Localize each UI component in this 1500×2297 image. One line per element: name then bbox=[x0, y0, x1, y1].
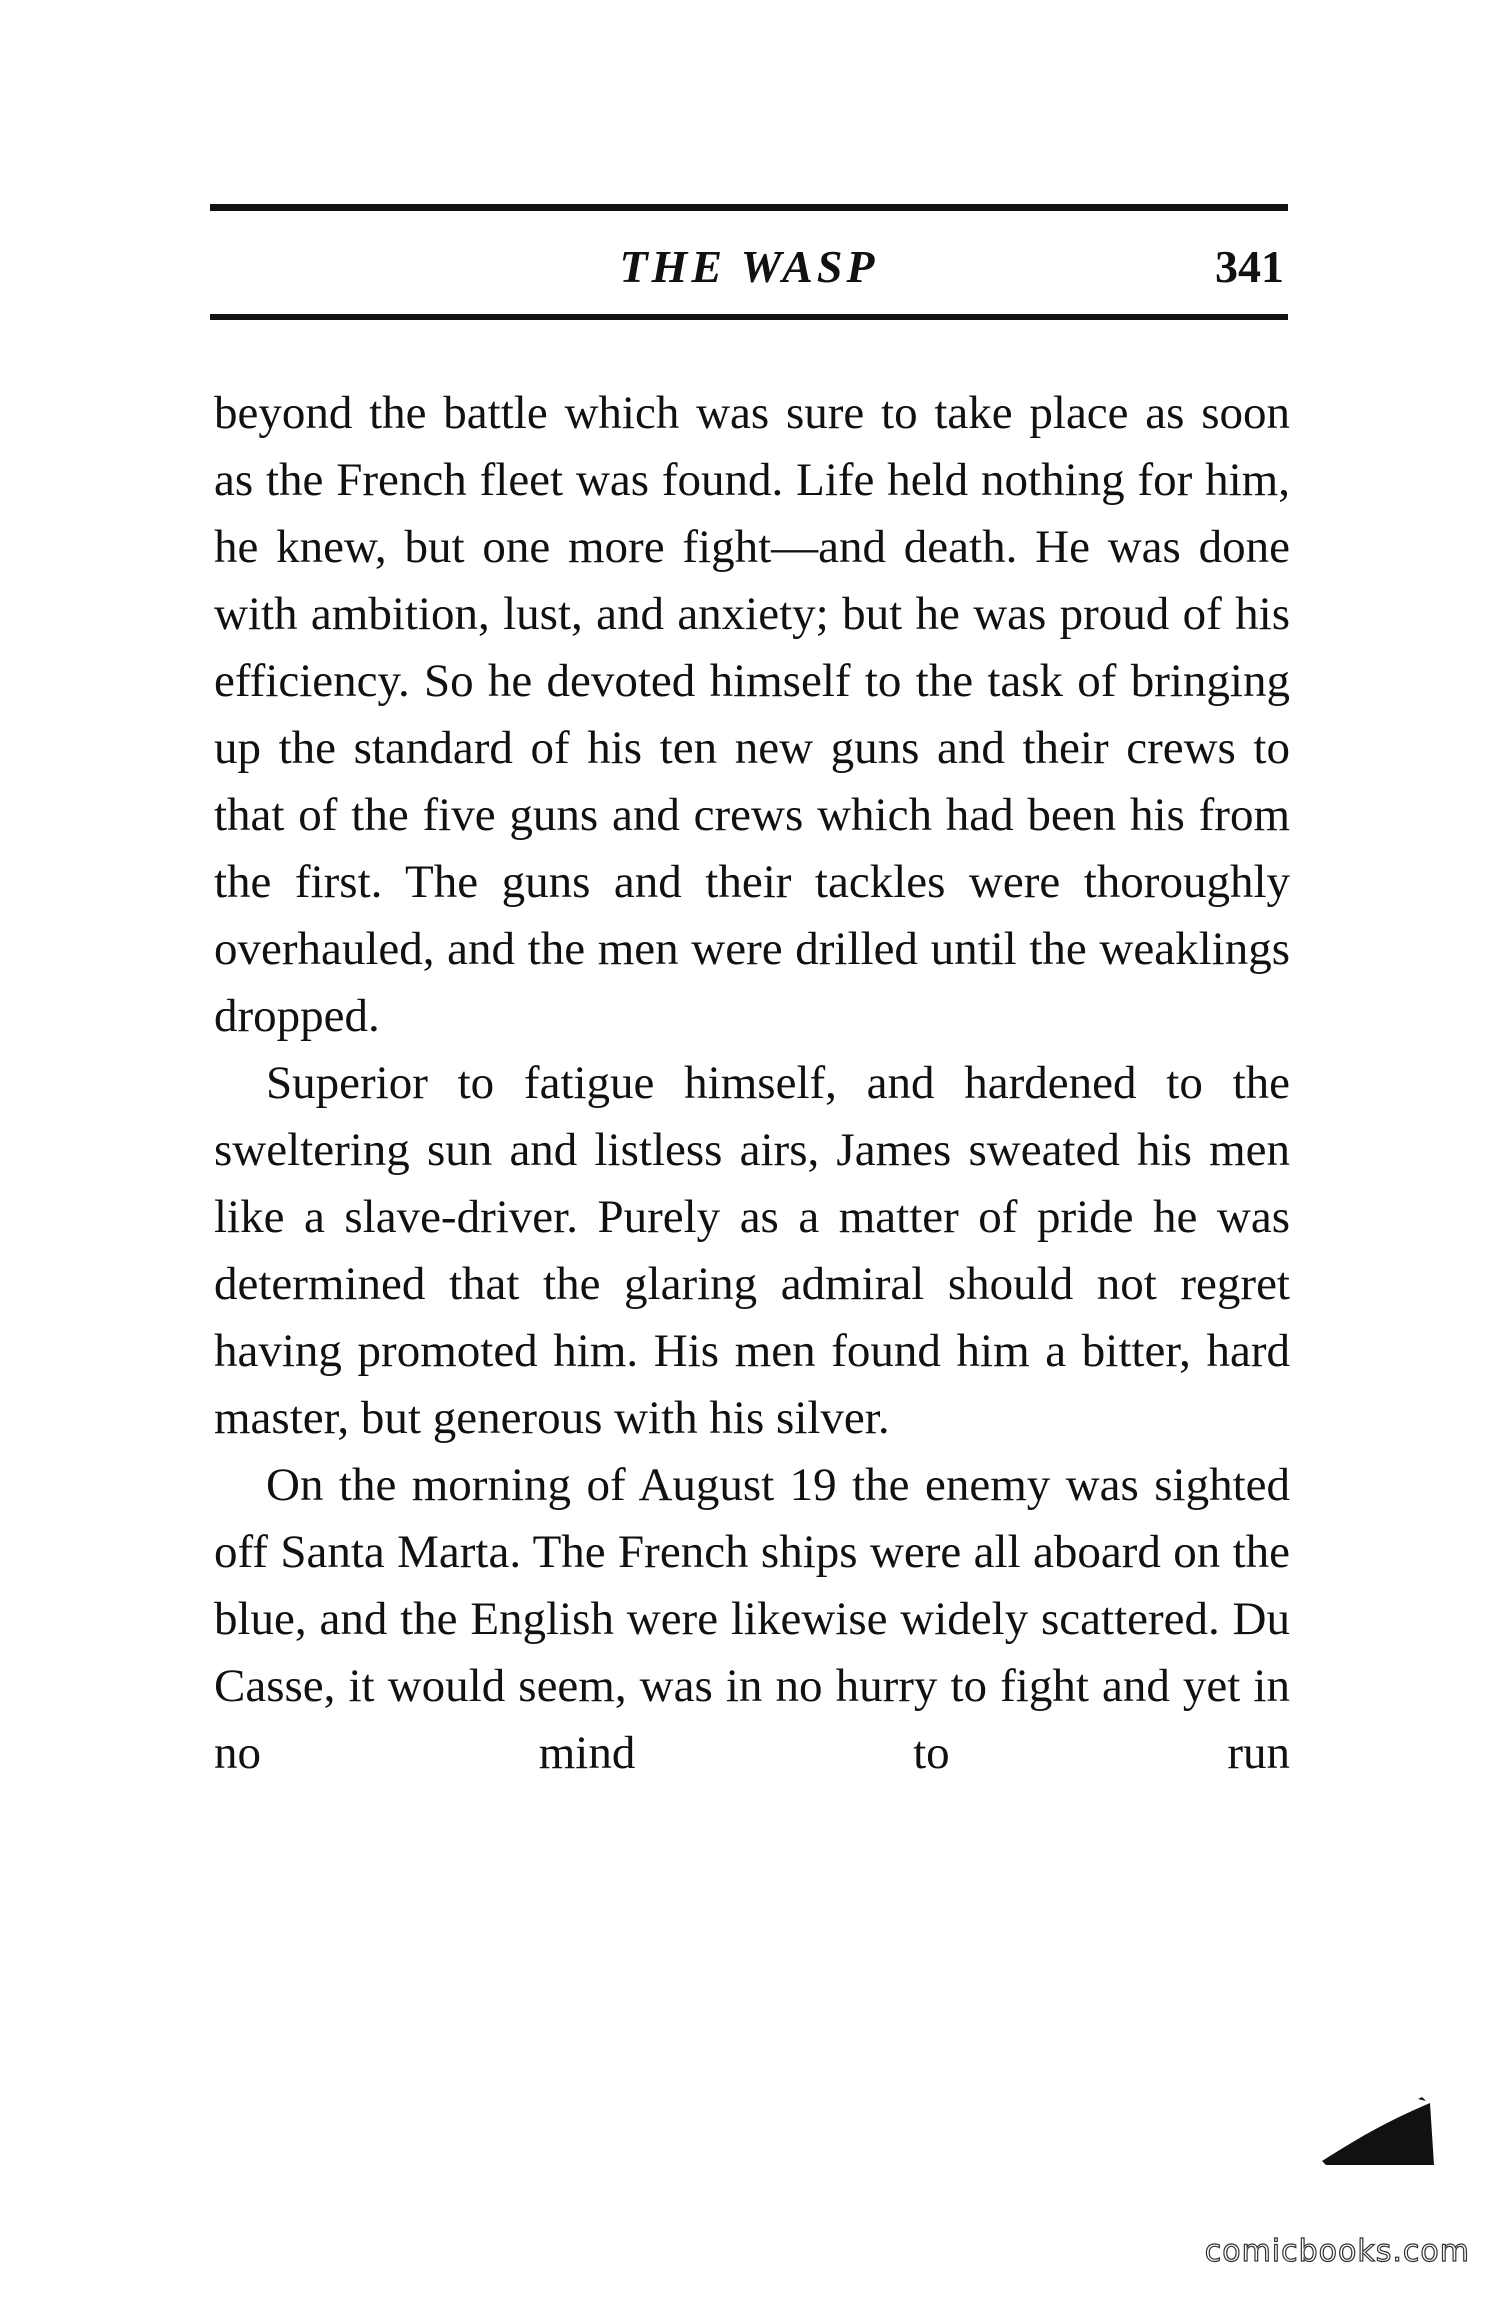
body-text bbox=[214, 380, 1290, 1787]
page-number: 341 bbox=[1215, 241, 1284, 292]
running-title: THE WASP bbox=[619, 241, 879, 292]
paragraph: On the morning of August 19 the enemy was sighted off Santa Marta. The French ships were all aboard on the blue, and the English were likewise widely scattered. Du Casse, it would seem, was in no hurry to fight and yet in no mind to run bbox=[214, 1459, 1290, 1779]
running-head bbox=[210, 232, 1288, 302]
paragraph-continued: beyond the battle which was sure to take place as soon as the French fleet was found. Life held nothing for him, he knew, but one more fight—and death. He was done with ambition, lust, and anxiety; but he was proud of his efficiency. So he devoted himself to the task of bringing up the standard of his ten new guns and their crews to that of the five guns and crews which had been his from the first. The guns and their tackles were thoroughly overhauled, and the men were drilled until the weaklings dropped. bbox=[214, 387, 1290, 1042]
page-curl-mark bbox=[1318, 2095, 1438, 2167]
header-rule-bottom bbox=[210, 314, 1288, 320]
watermark: comicbooks.com bbox=[1204, 2234, 1470, 2269]
header-rule-top bbox=[210, 204, 1288, 211]
paragraph: Superior to fatigue himself, and hardened to the sweltering sun and listless airs, James sweated his men like a slave-driver. Purely as a matter of pride he was determined that the glaring admiral should not regret having promoted him. His men found him a bitter, hard master, but generous with his silver. bbox=[214, 1057, 1290, 1444]
